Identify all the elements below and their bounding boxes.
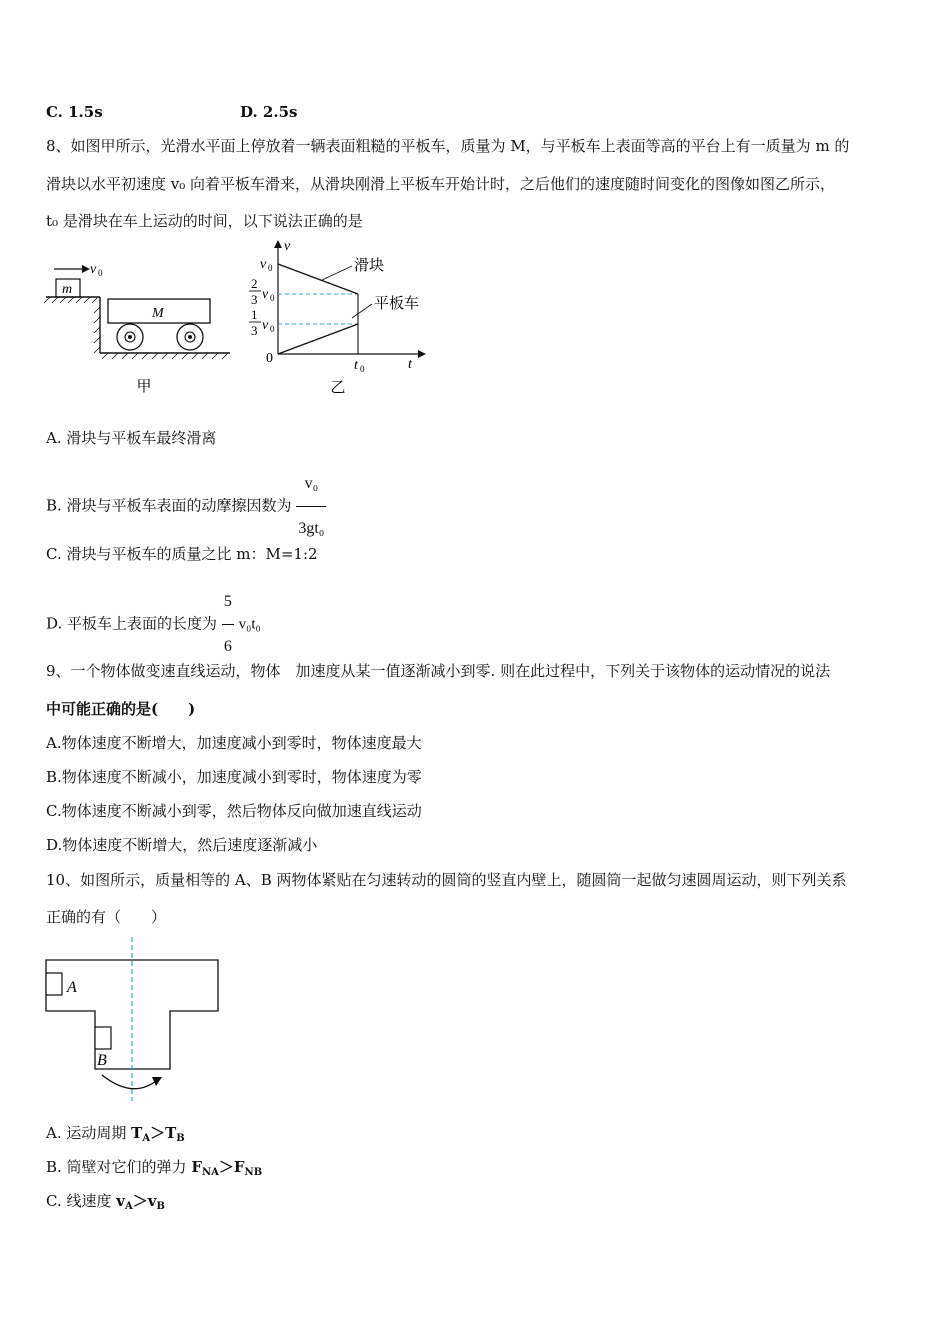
q10-option-a (46, 1124, 185, 1148)
q8-option-d-fraction (222, 580, 234, 669)
q8-jia-velocity-sub: 0 (98, 268, 103, 278)
q8-yi-label-slider: 滑块 (354, 258, 385, 274)
q8-option-b (46, 462, 326, 551)
q8-stem-line3: t₀ 是滑块在车上运动的时间，以下说法正确的是 (46, 212, 363, 230)
q8-yi-tick-13-den: 3 (251, 323, 258, 338)
q8-figure-jia (44, 255, 244, 400)
q8-jia-wheel-right (177, 324, 203, 350)
q8-option-d-tail: v₀t₀ (238, 616, 261, 633)
q8-yi-tick-23-den: 3 (251, 292, 258, 307)
q10-label-b: B (97, 1052, 107, 1069)
q10-stem-line1: 10、如图所示，质量相等的 A、B 两物体紧贴在匀速转动的圆筒的竖直内壁上，随圆筒一起做匀速圆周运动，则下列关系 (46, 871, 847, 889)
q8-yi-caption: 乙 (330, 380, 346, 396)
q8-option-b-fraction (296, 462, 326, 551)
q8-option-d-text: D. 平板车上表面的长度为 (46, 614, 218, 633)
q8-yi-tick-t0: t (354, 358, 358, 373)
q8-yi-tick-t0-sub: 0 (360, 364, 365, 374)
q8-jia-caption: 甲 (136, 379, 152, 395)
q8-jia-block-label: m (62, 282, 73, 297)
q8-yi-tick-v0: v (260, 257, 267, 272)
q8-jia-cart-label: M (152, 306, 164, 321)
q9-option-d: D.物体速度不断增大，然后速度逐渐减小 (46, 836, 318, 854)
q9-option-c: C.物体速度不断减小到零，然后物体反向做加速直线运动 (46, 802, 422, 820)
q8-figure-yi (240, 236, 440, 400)
q10-option-a-text: A. 运动周期 (46, 1124, 132, 1142)
q8-stem-line2: 滑块以水平初速度 v₀ 向着平板车滑来，从滑块刚滑上平板车开始计时，之后他们的速度随时间变化的图像如图乙所示， (46, 175, 836, 193)
q8-jia-wheel-left (117, 324, 143, 350)
q8-yi-label-cart: 平板车 (374, 296, 420, 312)
q9-option-b: B.物体速度不断减小，加速度减小到零时，物体速度为零 (46, 768, 422, 786)
q10-figure (40, 935, 230, 1103)
q8-option-c: C. 滑块与平板车的质量之比 m：M=1:2 (46, 545, 318, 563)
q7-option-d-text: D. 2.5s (240, 103, 298, 121)
q8-yi-tick-v0-sub: 0 (268, 263, 273, 273)
q9-stem-line2: 中可能正确的是( ) (46, 700, 196, 718)
q9-stem-line1: 9、一个物体做变速直线运动，物体 加速度从某一值逐渐减小到零. 则在此过程中，下列关于该物体的运动情况的说法 (46, 662, 831, 680)
q10-block-b (95, 1027, 111, 1049)
q10-option-a-rel: $T_A>T_B$ (131, 1124, 185, 1144)
q8-option-b-text: B. 滑块与平板车表面的动摩擦因数为 (46, 496, 292, 515)
q8-stem-line1: 8、如图甲所示，光滑水平面上停放着一辆表面粗糙的平板车，质量为 M，与平板车上表面等高的平台上有一质量为 m 的 (46, 137, 850, 155)
q8-yi-x-label: t (408, 357, 412, 372)
q7-option-c (46, 103, 103, 121)
q8-option-d-den: 6 (222, 624, 234, 669)
q8-option-d-num: 5 (223, 593, 232, 610)
q8-yi-tick-13-sub: 0 (270, 324, 275, 334)
q8-yi-tick-13-num: 1 (251, 307, 258, 322)
q8-yi-tick-23-sub: 0 (270, 293, 275, 303)
q10-option-b-rel: $F_{NA}>F_{NB}$ (191, 1158, 263, 1178)
q8-option-b-den: 3gt₀ (296, 506, 326, 551)
q8-jia-velocity-label: v (90, 262, 97, 277)
q8-yi-origin: 0 (266, 351, 273, 366)
q10-option-b-text: B. 筒壁对它们的弹力 (46, 1158, 192, 1176)
q9-option-a: A.物体速度不断增大，加速度减小到零时，物体速度最大 (46, 734, 422, 752)
q8-yi-tick-23-v: v (262, 287, 269, 302)
q10-rotation-arrow (102, 1075, 156, 1089)
q7-option-c-text: C. 1.5s (46, 103, 103, 121)
q7-option-d (240, 103, 297, 121)
q10-option-c-text: C. 线速度 (46, 1192, 117, 1210)
q10-option-c (46, 1192, 165, 1216)
q8-option-a: A. 滑块与平板车最终滑离 (46, 429, 217, 447)
q8-yi-tick-23-num: 2 (251, 276, 258, 291)
q10-stem-line2: 正确的有（ ） (46, 908, 167, 926)
q10-option-c-rel: $v_A>v_B$ (116, 1192, 165, 1212)
q10-block-a (46, 973, 62, 995)
q8-yi-cart-line (278, 324, 358, 354)
q8-yi-y-label: v (284, 239, 291, 254)
q8-option-d (46, 580, 261, 669)
q10-label-a: A (67, 979, 77, 996)
q8-option-b-num: v₀ (304, 475, 319, 492)
q8-yi-tick-13-v: v (262, 318, 269, 333)
q10-option-b (46, 1158, 262, 1182)
